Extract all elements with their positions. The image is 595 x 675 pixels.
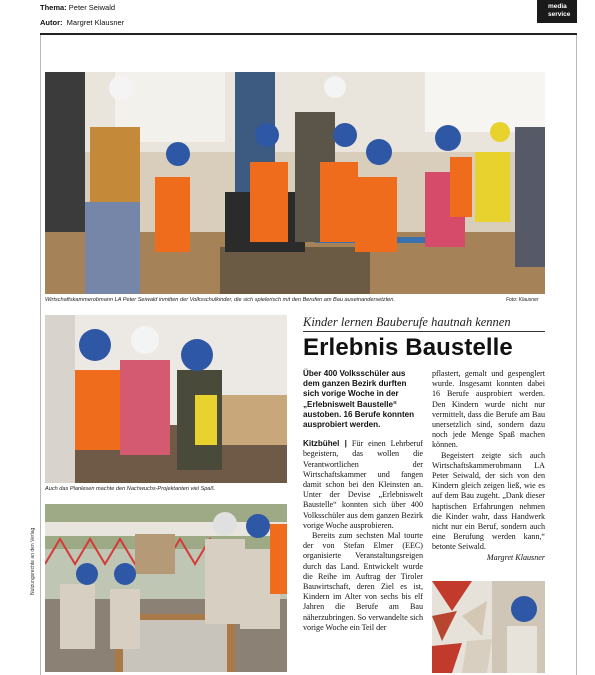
photo-caption-1: Wirtschaftskammerobmann LA Peter Seiwald inmitten der Volksschulkinder, die sich spielerisch mit den Berufen am Bau auseinandersetzten. [45,297,395,303]
article-column-1 [303,369,423,633]
article-lead: Über 400 Volksschüler aus dem ganzen Bezirk durften sich vorige Woche in der „Erlebniswelt Baustelle“ austoben. 16 Berufe konnten ausprobiert werden. [303,369,415,430]
page-frame-right [576,35,577,675]
media-service-logo [537,0,577,23]
article-paragraph-1 [303,439,423,531]
author-value: Margret Klausner [66,18,125,27]
photo-tiling [432,581,545,673]
topic-label: Thema: [40,3,67,12]
kicker-underline [303,331,545,332]
logo-line-2: service [548,10,571,18]
page-frame-left [40,35,41,675]
photo-sand-pit [45,504,287,672]
logo-line-1: media [548,3,567,10]
topic-line [40,3,115,12]
article-paragraph-4: Begeistert zeigte sich auch Wirtschaftskammerobmann LA Peter Seiwald, der sich von den Kindern gleich zeigen ließ, wie es auf dem Bau zugeht. „Dank dieser haptischen Erfahrungen nehmen die Kinder wahr, dass Handwerk nicht nur ein Beruf, sondern auch eine Berufung werden kann,“ betonte Seiwald. [432,450,545,552]
photo-credit: Foto: Klausner [506,297,539,303]
article-paragraph-3: pflastert, gemalt und gespenglert wurde. Insgesamt konnten dabei 16 Berufe ausprobiert werden. Den Kindern wurde nicht nur vermittelt, dass die Berufe am Bau unersetzlich sind, sondern dazu noch jede Menge Spaß machen können. [432,369,545,450]
author-line [40,18,124,27]
photo-caption-2: Auch das Planlesen machte den Nachwuchs-Projektanten viel Spaß. [45,486,216,492]
paragraph-1-text: Für einen Lehrberuf begeistern, das wollen die Verantwortlichen der Wirtschaftskammer und fangen damit schon bei den Kleinsten an. Unter der Devise „Erlebniswelt Baustelle“ konnten sich über 400 Volksschüler aus dem ganzen Bezirk vorige Woche ausprobieren. [303,439,423,530]
article-dateline: Kitzbühel | [303,439,347,449]
article-paragraph-2: Bereits zum sechsten Mal tourte der von Stefan Elmer (EEC) organisierte Veranstaltungsreigen durch das Land. Entwickelt wurde die Reihe im Auftrag der Tiroler Bauwirtschaft, deren Ziel es ist, Kindern im Alter von sechs bis elf Jahren die Berufe am Bau näherzubringen. So verwandelte sich vorige Woche ein Teil der [303,531,423,632]
header-rule [40,33,577,35]
article-kicker: Kinder lernen Bauberufe hautnah kennen [303,315,511,329]
photo-plan-reading [45,315,287,483]
topic-value: Peter Seiwald [68,3,116,12]
rights-note: Nutzungsrechte an den Verlag [30,527,36,595]
article-headline: Erlebnis Baustelle [303,334,513,361]
photo-workshop-group [45,72,545,294]
author-label: Autor: [40,18,63,27]
article-column-2 [432,369,545,563]
article-signature: Margret Klausner [486,552,545,562]
